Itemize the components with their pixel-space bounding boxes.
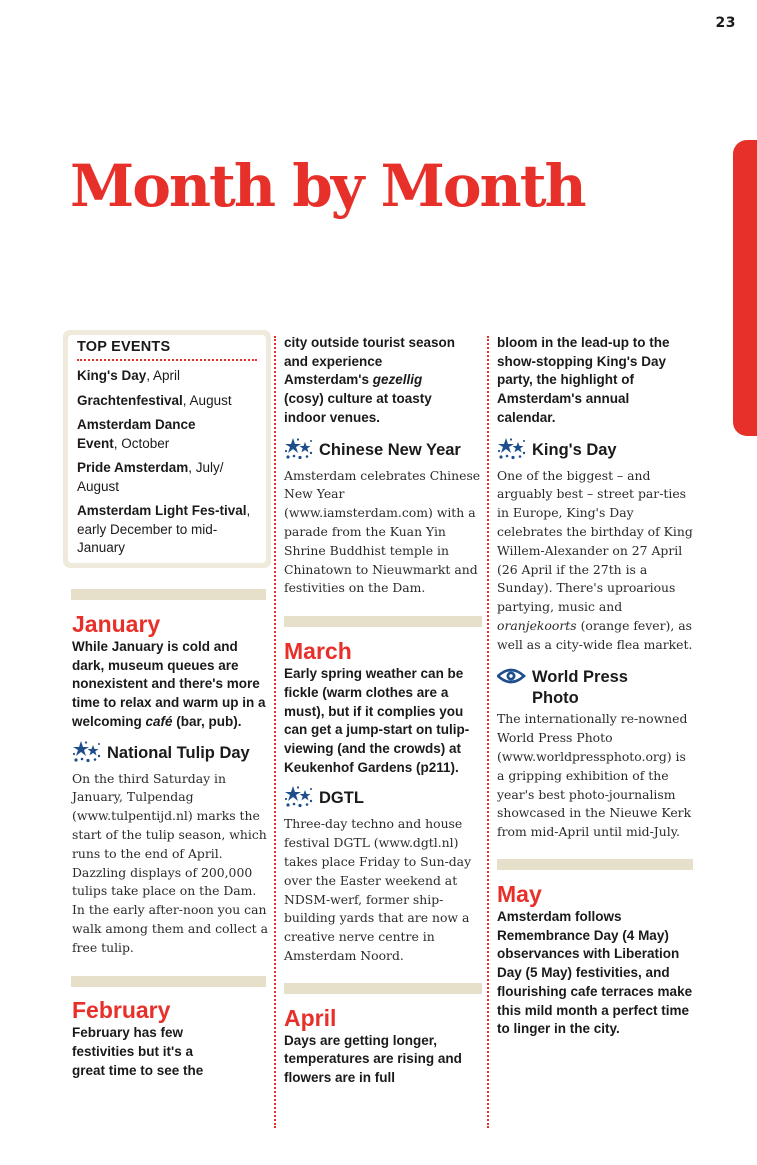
month-heading-april: April: [284, 1004, 337, 1031]
section-bar: [71, 976, 266, 987]
month-heading-january: January: [72, 611, 161, 637]
may-intro: Amsterdam follows Remembrance Day (4 May) observances with Liberation Day (5 May) festivities, and flourishing cafe terraces make this mild month a perfect time to linger in the city.: [497, 909, 693, 1037]
column-2: [284, 330, 482, 1088]
section-bar: [497, 859, 693, 870]
event-title-kings-day: King's Day: [497, 440, 697, 466]
event-title-dgtl: DGTL: [284, 788, 482, 814]
page-number: 23: [715, 15, 736, 31]
column-divider: [274, 336, 276, 1128]
top-events-heading: TOP EVENTS: [77, 337, 257, 361]
eye-icon: [497, 665, 527, 693]
january-intro: While January is cold and dark, museum queues are nonexistent and there's more time to relax and warm up in a welcoming café (bar, pub).: [72, 639, 266, 729]
festival-fireworks-icon: [497, 438, 527, 466]
april-intro-continued: bloom in the lead-up to the show-stopping King's Day party, the highlight of Amsterdam's annual calendar.: [497, 335, 670, 425]
event-body-national-tulip-day: On the third Saturday in January, Tulpendag (www.tulpentijd.nl) marks the start of the tulip season, which runs to the end of April. Dazzling displays of 200,000 tulips take place on the Dam. In the early after-noon you can walk among them and collect a free tulip.: [72, 770, 268, 955]
april-intro: Days are getting longer, temperatures are rising and flowers are in full: [284, 1032, 462, 1086]
event-body-dgtl: Three-day techno and house festival DGTL (www.dgtl.nl) takes place Friday to Sun-day over the Easter weekend at NDSM-werf, former ship-building yards that are now a creative nerve centre in Amsterdam Noord.: [284, 816, 472, 963]
february-intro: February has few festivities but it's a great time to see the: [72, 1025, 204, 1078]
section-bar: [284, 616, 482, 627]
page-title: Month by Month: [70, 152, 585, 220]
top-event-item: Amsterdam Dance Event, October: [77, 417, 196, 451]
event-title-world-press-photo: World Press Photo: [497, 667, 657, 709]
event-title-national-tulip-day: National Tulip Day: [72, 743, 269, 769]
column-1: [63, 330, 271, 1081]
event-body-chinese-new-year: Amsterdam celebrates Chinese New Year (www.iamsterdam.com) with a parade from the Kuan Yin Shrine Buddhist temple in Chinatown to Nieuwmarkt and festivities on the Dam.: [284, 467, 481, 596]
month-heading-march: March: [284, 638, 352, 665]
top-events-box: [63, 330, 271, 568]
month-heading-february: February: [72, 997, 171, 1024]
top-event-item: Grachtenfestival, August: [77, 392, 232, 408]
festival-fireworks-icon: [284, 786, 314, 814]
section-bar: [284, 983, 482, 994]
february-intro-continued: city outside tourist season and experience Amsterdam's gezellig (cosy) culture at toasty indoor venues.: [284, 335, 456, 425]
top-event-item: King's Day, April: [77, 368, 180, 383]
festival-fireworks-icon: [284, 438, 314, 466]
event-body-kings-day: One of the biggest – and arguably best – street par-ties in Europe, King's Day celebrates the birthday of King Willem-Alexander on 27 April (26 April if the 27th is a Sunday). There's uproarious partying, music and oranjekoorts (orange fever), as well as a city-wide flea market.: [497, 467, 693, 652]
month-heading-may: May: [497, 881, 542, 908]
column-divider: [487, 336, 489, 1128]
festival-fireworks-icon: [72, 741, 102, 769]
chapter-tab: [733, 140, 757, 436]
section-bar: [71, 589, 266, 600]
top-event-item: Amsterdam Light Fes-tival, early December to mid-January: [77, 503, 251, 555]
top-event-item: Pride Amsterdam, July/ August: [77, 460, 224, 494]
event-body-world-press-photo: The internationally re-nowned World Press Photo (www.worldpressphoto.org) is a gripping exhibition of the year's best photo-journalism showcased in the Nieuwe Kerk from mid-April until mid-July.: [497, 711, 692, 840]
column-3: [497, 330, 697, 1039]
march-intro: Early spring weather can be fickle (warm clothes are a must), but if it complies you can get a jump-start on tulip-viewing (and the crowds) at Keukenhof Gardens (p211).: [284, 666, 470, 775]
event-title-chinese-new-year: Chinese New Year: [284, 440, 482, 466]
